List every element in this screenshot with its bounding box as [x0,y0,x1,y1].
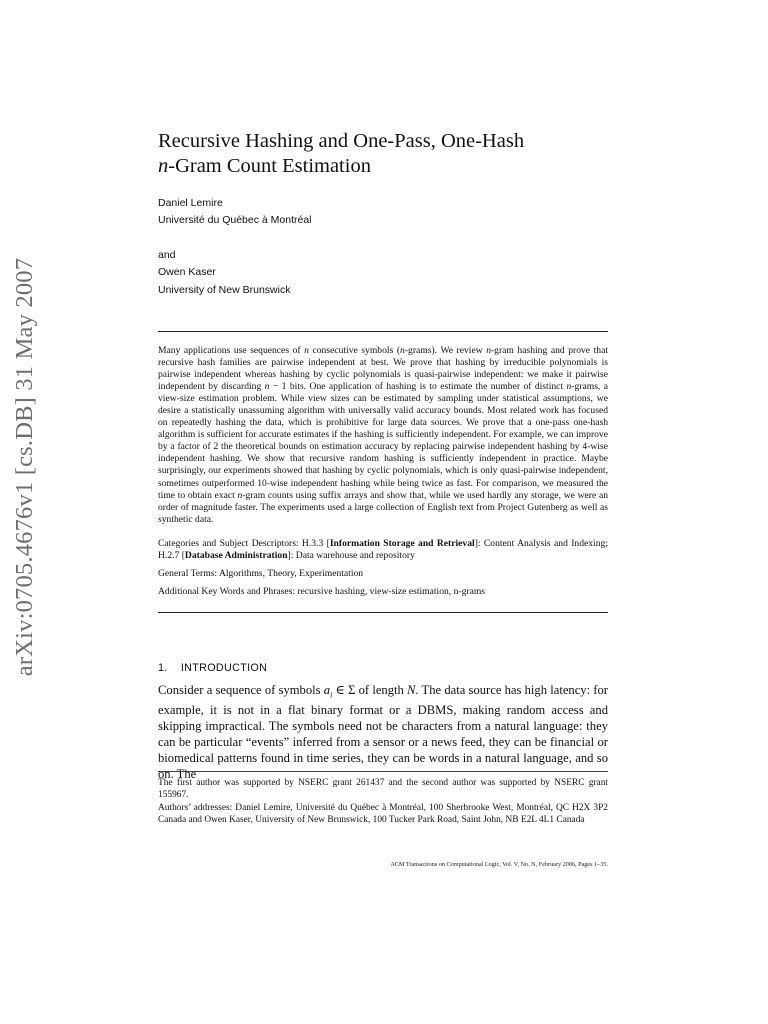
categories-bold: Information Storage and Retrieval [329,538,475,549]
introduction-paragraph [158,683,608,782]
abstract [158,345,608,526]
abstract-text: consecutive symbols ( [308,345,401,356]
intro-math: a [323,683,331,697]
categories-descriptors [158,538,608,562]
title-italic-n: n [158,155,169,177]
keywords: Additional Key Words and Phrases: recursive hashing, view-size estimation, n-grams [158,586,486,597]
title-line-2 [158,154,524,179]
categories-text: Categories and Subject Descriptors: H.3.3 [ [158,538,330,549]
author-1-name: Daniel Lemire [158,197,223,209]
footnote-rule [158,771,608,772]
abstract-top-rule [158,331,608,332]
abstract-math: n [264,381,270,393]
abstract-text: -grams). We review [404,345,487,356]
abstract-math: n [566,381,572,393]
abstract-text: -gram counts using suffix arrays and show that, while we used hardly any storage, we were an order of magnitude faster. The experiments used a large collection of English text from Project Gutenberg as well as synthetic data. [158,489,608,525]
abstract-text: -gram hashing and prove that recursive hash families are pairwise independent at best. We prove that hashing by irreducible polynomials is pairwise independent whereas hashing by cyclic polynomials is quasi-pairwise independent: we make it pairwise independent by discarding [158,345,608,393]
abstract-text: − 1 bits. One application of hashing is to estimate the number of distinct [269,381,567,393]
abstract-math: n [237,489,243,501]
journal-footer: ACM Transactions on Computational Logic, Vol. V, No. N, February 2006, Pages 1–35. [390,861,608,868]
author-conjunction: and [158,249,176,261]
abstract-math: n [400,345,405,356]
intro-text: . The data source has high latency: for example, it is not in a flat binary format or a DBMS, making random access and skipping impractical. The symbols need not be characters from a natural language: they can be particular “events” inferred from a sensor or a news feed, they can be financial or biomedical patterns found in time series, they can be words in a natural language, and so on. The [158,683,608,781]
author-2-affiliation: University of New Brunswick [158,284,291,296]
arxiv-identifier-stamp [0,257,50,677]
section-number: 1. [158,662,168,674]
abstract-text: Many applications use sequences of [158,345,305,356]
general-terms: General Terms: Algorithms, Theory, Experimentation [158,568,364,579]
footnote-addresses: Authors’ addresses: Daniel Lemire, Université du Québec à Montréal, 100 Sherbrooke West, Montréal, QC H2X 3P2 Canada and Owen Kaser, University of New Brunswick, 100 Tucker Park Road, Saint John, NB E2L 4L1 Canada [158,803,608,826]
intro-text: ∈ Σ of length [332,683,408,697]
categories-text: ]: Data warehouse and repository [287,550,415,561]
intro-math-subscript: i [330,690,333,700]
categories-text: ]: Content Analysis and Indexing; H.2.7 [ [158,538,608,561]
abstract-text: -grams, a view-size estimation problem. While view sizes can be estimated by sampling under statistical assumptions, we desire a statistically unassuming algorithm with universally valid accuracy bounds. Most related work has focused on repeatedly hashing the data, which is prohibitive for large data sources. We prove that a one-pass one-hash algorithm is sufficient for accurate estimates if the hashing is sufficiently independent. For example, we can improve by a factor of 2 the theoretical bounds on estimation accuracy by replacing pairwise independent hashing by 4-wise independent hashing. We show that recursive random hashing is sufficiently independent in practice. Maybe surprisingly, our experiments showed that hashing by cyclic polynomials, which is only quasi-pairwise independent, sometimes outperformed 10-wise independent hashing while being twice as fast. For comparison, we measured the time to obtain exact [158,381,608,501]
title-line-1: Recursive Hashing and One-Pass, One-Hash [158,130,525,152]
arxiv-identifier-text: arXiv:0705.4676v1 [cs.DB] 31 May 2007 [11,257,38,677]
categories-bold: Database Administration [184,550,288,561]
footnote-grants: The first author was supported by NSERC grant 261437 and the second author was supported by NSERC grant 155967. [158,778,608,801]
abstract-bottom-rule [158,612,608,613]
abstract-math: n [486,345,491,356]
section-title: INTRODUCTION [180,662,268,674]
abstract-math: n [304,345,309,356]
intro-text: Consider a sequence of symbols [158,683,324,697]
author-1-affiliation: Université du Québec à Montréal [158,214,312,226]
section-heading [158,662,267,674]
intro-math: N [407,683,416,697]
author-2-name: Owen Kaser [158,266,216,278]
paper-title [158,129,524,179]
title-line-2-rest: -Gram Count Estimation [168,155,371,177]
